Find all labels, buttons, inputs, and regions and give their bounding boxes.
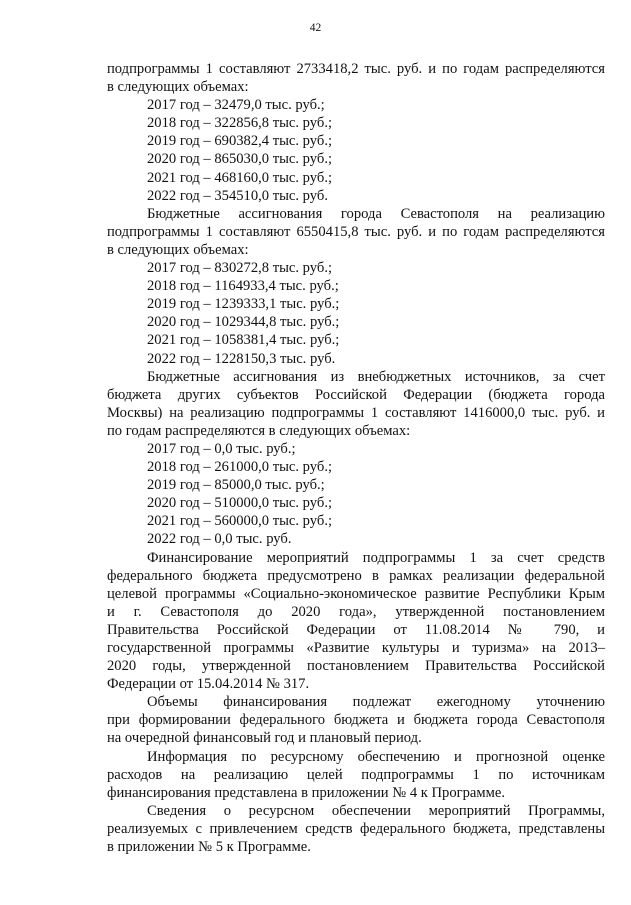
text-line: в следующих объемах: bbox=[107, 241, 249, 258]
paragraph bbox=[107, 205, 605, 259]
funding-year-item: 2021 год – 1058381,4 тыс. руб.; bbox=[147, 332, 340, 349]
funding-year-item: 2019 год – 690382,4 тыс. руб.; bbox=[147, 133, 333, 150]
text-line: бюджета других субъектов Российской Федерации (бюджета города bbox=[107, 386, 605, 403]
funding-year-item: 2017 год – 0,0 тыс. руб.; bbox=[147, 440, 296, 457]
funding-year-item: 2021 год – 560000,0 тыс. руб.; bbox=[147, 513, 333, 530]
text-line: 2020 годы, утвержденной постановлением Правительства Российской bbox=[107, 658, 605, 675]
text-line: целевой программы «Социально-экономическое развитие Республики Крым bbox=[107, 585, 605, 602]
paragraph bbox=[107, 60, 605, 96]
funding-year-item: 2017 год – 32479,0 тыс. руб.; bbox=[147, 97, 325, 114]
document-body bbox=[107, 60, 605, 856]
paragraph bbox=[107, 368, 605, 440]
text-line: расходов на реализацию целей подпрограммы 1 по источникам bbox=[107, 766, 605, 783]
funding-year-item: 2020 год – 865030,0 тыс. руб.; bbox=[147, 151, 333, 168]
funding-year-item: 2018 год – 1164933,4 тыс. руб.; bbox=[147, 278, 339, 295]
text-line: в приложении № 5 к Программе. bbox=[107, 839, 311, 856]
text-line: финансирования представлена в приложении № 4 к Программе. bbox=[107, 784, 505, 801]
paragraph bbox=[107, 802, 605, 856]
paragraph bbox=[107, 748, 605, 802]
funding-list bbox=[107, 259, 605, 368]
page-number: 42 bbox=[309, 22, 322, 34]
funding-year-item: 2022 год – 1228150,3 тыс. руб. bbox=[147, 350, 336, 367]
funding-year-item: 2020 год – 510000,0 тыс. руб.; bbox=[147, 495, 333, 512]
funding-list bbox=[107, 96, 605, 205]
text-line: на очередной финансовый год и плановый период. bbox=[107, 730, 422, 747]
funding-year-item: 2019 год – 85000,0 тыс. руб.; bbox=[147, 477, 325, 494]
funding-year-item: 2021 год – 468160,0 тыс. руб.; bbox=[147, 169, 333, 186]
text-line: Информация по ресурсному обеспечению и прогнозной оценке bbox=[147, 748, 605, 765]
funding-year-item: 2018 год – 322856,8 тыс. руб.; bbox=[147, 115, 333, 132]
paragraph bbox=[107, 693, 605, 747]
text-line: Бюджетные ассигнования из внебюджетных источников, за счет bbox=[147, 368, 605, 385]
funding-year-item: 2022 год – 354510,0 тыс. руб. bbox=[147, 187, 328, 204]
funding-year-item: 2022 год – 0,0 тыс. руб. bbox=[147, 531, 292, 548]
text-line: в следующих объемах: bbox=[107, 79, 249, 96]
funding-year-item: 2017 год – 830272,8 тыс. руб.; bbox=[147, 260, 333, 277]
text-line: и г. Севастополя до 2020 года», утвержденной постановлением bbox=[107, 603, 605, 620]
text-line: федерального бюджета предусмотрено в рамках реализации федеральной bbox=[107, 567, 605, 584]
funding-year-item: 2018 год – 261000,0 тыс. руб.; bbox=[147, 459, 333, 476]
text-line: по годам распределяются в следующих объемах: bbox=[107, 422, 411, 439]
text-line: при формировании федерального бюджета и бюджета города Севастополя bbox=[107, 712, 605, 729]
funding-year-item: 2019 год – 1239333,1 тыс. руб.; bbox=[147, 296, 340, 313]
text-line: Сведения о ресурсном обеспечении мероприятий Программы, bbox=[147, 802, 605, 819]
funding-year-item: 2020 год – 1029344,8 тыс. руб.; bbox=[147, 314, 340, 331]
text-line: Москвы) на реализацию подпрограммы 1 составляют 1416000,0 тыс. руб. и bbox=[107, 404, 605, 421]
text-line: подпрограммы 1 составляют 2733418,2 тыс. руб. и по годам распределяются bbox=[107, 61, 605, 77]
text-line: Правительства Российской Федерации от 11.08.2014 № 790, и bbox=[107, 621, 605, 638]
text-line: подпрограммы 1 составляют 6550415,8 тыс. руб. и по годам распределяются bbox=[107, 223, 605, 240]
text-line: государственной программы «Развитие культуры и туризма» на 2013– bbox=[107, 640, 605, 656]
text-line: Объемы финансирования подлежат ежегодному уточнению bbox=[147, 694, 605, 711]
paragraph bbox=[107, 549, 605, 694]
funding-list bbox=[107, 440, 605, 549]
text-line: реализуемых с привлечением средств федерального бюджета, представлены bbox=[107, 820, 605, 837]
text-line: Бюджетные ассигнования города Севастополя на реализацию bbox=[147, 205, 605, 222]
text-line: Федерации от 15.04.2014 № 317. bbox=[107, 676, 310, 693]
text-line: Финансирование мероприятий подпрограммы 1 за счет средств bbox=[147, 549, 605, 566]
